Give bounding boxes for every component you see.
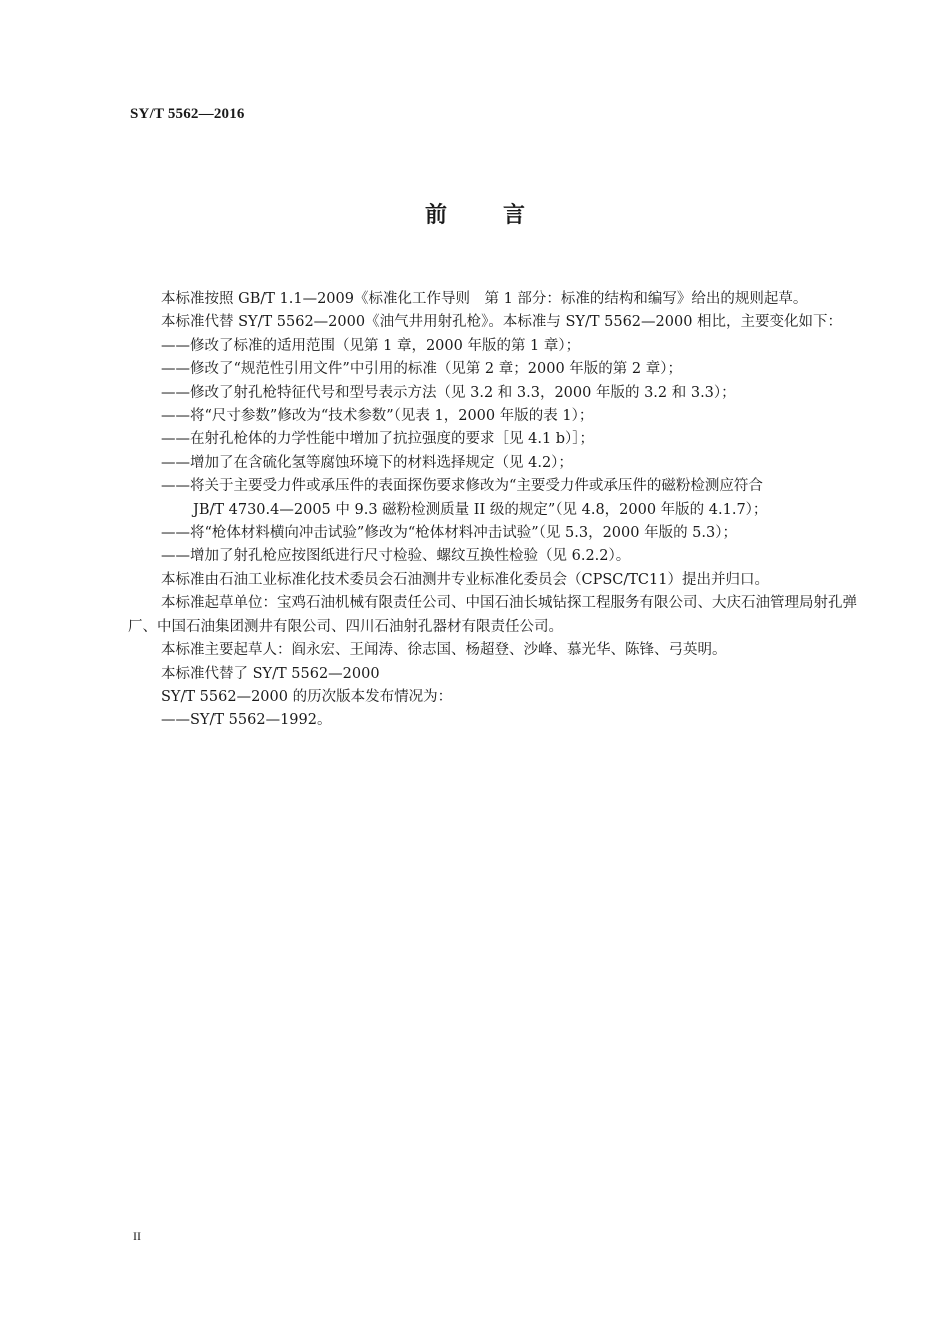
change-item: ——修改了射孔枪特征代号和型号表示方法（见 3.2 和 3.3，2000 年版的 3.2 和 3.3）； [161, 384, 736, 401]
paragraph-version-history: SY/T 5562—2000 的历次版本发布情况为： [161, 688, 453, 705]
change-item: ——在射孔枪体的力学性能中增加了抗拉强度的要求［见 4.1 b）］； [161, 431, 595, 448]
paragraph-replaced-standard: 本标准代替了 SY/T 5562—2000 [161, 665, 380, 682]
paragraph-proposer: 本标准由石油工业标准化技术委员会石油测井专业标准化委员会（CPSC/TC11）提出并归口。 [161, 571, 769, 588]
page-number: II [133, 1229, 141, 1243]
change-item: ——修改了标准的适用范围（见第 1 章，2000 年版的第 1 章）； [161, 337, 581, 354]
change-item-continuation: JB/T 4730.4—2005 中 9.3 磁粉检测质量 II 级的规定”（见 4.8，2000 年版的 4.1.7）； [193, 501, 768, 518]
paragraph-replacement: 本标准代替 SY/T 5562—2000《油气井用射孔枪》。本标准与 SY/T 5562—2000 相比，主要变化如下： [161, 314, 843, 331]
change-item: ——修改了“规范性引用文件”中引用的标准（见第 2 章；2000 年版的第 2 章）； [161, 361, 682, 378]
change-item: ——增加了在含硫化氢等腐蚀环境下的材料选择规定（见 4.2）； [161, 454, 573, 471]
version-history-item: ——SY/T 5562—1992。 [161, 712, 332, 729]
paragraph-drafting-rules: 本标准按照 GB/T 1.1—2009《标准化工作导则 第 1 部分：标准的结构和编写》给出的规则起草。 [161, 291, 808, 307]
paragraph-drafting-units: 本标准起草单位：宝鸡石油机械有限责任公司、中国石油长城钻探工程服务有限公司、大庆石油管理局射孔弹厂、中国石油集团测井有限公司、四川石油射孔器材有限责任公司。 [128, 595, 857, 635]
change-item: ——增加了射孔枪应按图纸进行尺寸检验、螺纹互换性检验（见 6.2.2）。 [161, 548, 631, 565]
change-item: ——将“枪体材料横向冲击试验”修改为“枪体材料冲击试验”（见 5.3，2000 年版的 5.3）； [161, 525, 737, 542]
page-title: 前言 [424, 203, 581, 228]
change-item: ——将关于主要受力件或承压件的表面探伤要求修改为“主要受力件或承压件的磁粉检测应符合 [161, 478, 763, 495]
change-item: ——将“尺寸参数”修改为“技术参数”（见表 1，2000 年版的表 1）； [161, 408, 594, 425]
document-code-header: SY/T 5562—2016 [130, 106, 245, 122]
foreword-body [128, 288, 870, 733]
paragraph-drafters: 本标准主要起草人：阎永宏、王闻涛、徐志国、杨超登、沙峰、慕光华、陈锋、弓英明。 [161, 642, 727, 659]
